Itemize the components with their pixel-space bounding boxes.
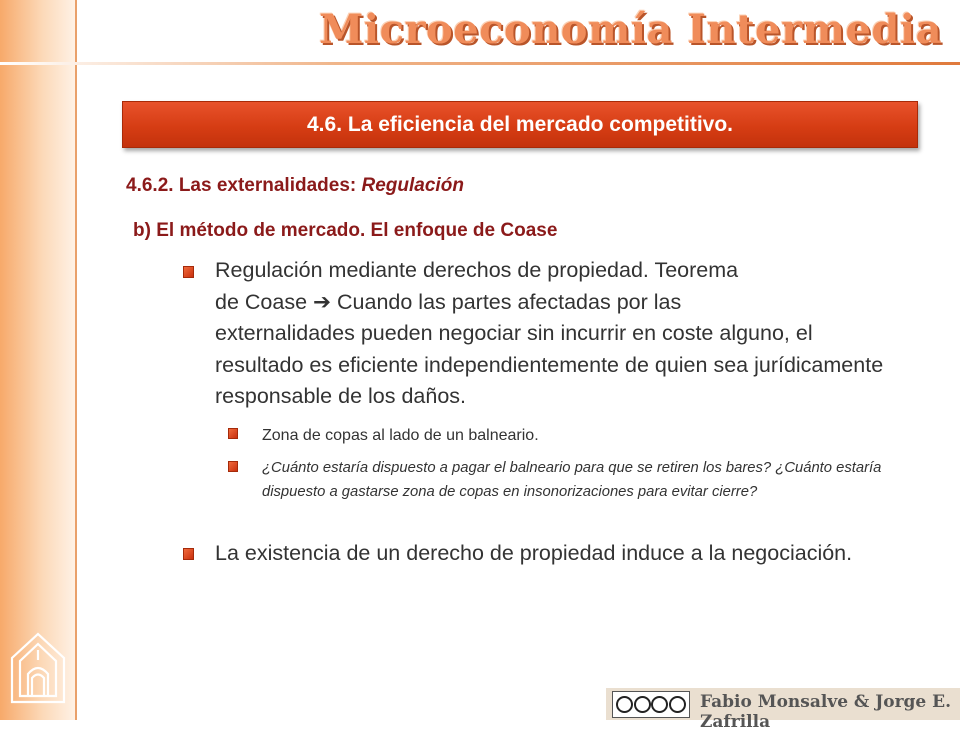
subsection-heading xyxy=(126,175,464,197)
bullet-property-right: La existencia de un derecho de propiedad induce a la negociación. xyxy=(215,541,853,565)
left-decorative-band xyxy=(0,0,77,720)
by-icon xyxy=(634,696,651,713)
bullet-coase-theorem xyxy=(215,255,905,413)
arrow-right-icon: ➔ xyxy=(313,289,332,315)
subsection-emphasis: Regulación xyxy=(361,175,464,196)
method-heading: b) El método de mercado. El enfoque de Coase xyxy=(133,220,558,241)
bullet-text: de Coase xyxy=(215,289,308,314)
university-logo-icon xyxy=(6,628,70,708)
creative-commons-license-icon xyxy=(612,691,690,718)
subsection-prefix: 4.6.2. Las externalidades: xyxy=(126,175,362,196)
bullet-questions: ¿Cuánto estaría dispuesto a pagar el balneario para que se retiren los bares? ¿Cuánto estaría dispuesto a gastarse zona de copas en insonorizaciones para evitar cierre? xyxy=(262,460,882,500)
bullet-text: Cuando las partes afectadas por las xyxy=(331,289,682,314)
bullet-spa-example: Zona de copas al lado de un balneario. xyxy=(262,427,539,444)
sa-icon xyxy=(669,696,686,713)
bullet-marker-icon xyxy=(228,428,238,439)
bullet-text: externalidades pueden negociar sin incurrir en coste alguno, el resultado es eficiente independientemente de quien sea jurídicamente responsable de los daños. xyxy=(215,321,884,408)
course-title: Microeconomía Intermedia xyxy=(319,6,942,53)
section-title-banner xyxy=(122,101,918,148)
header-divider xyxy=(0,62,960,65)
cc-icon xyxy=(616,696,633,713)
bullet-marker-icon xyxy=(183,548,194,560)
nc-icon xyxy=(651,696,668,713)
authors: Fabio Monsalve & Jorge E. Zafrilla xyxy=(700,692,952,732)
section-title: 4.6. La eficiencia del mercado competitivo. xyxy=(307,112,733,136)
bullet-marker-icon xyxy=(228,461,238,472)
bullet-marker-icon xyxy=(183,266,194,278)
bullet-line: Regulación mediante derechos de propiedad. Teorema xyxy=(215,258,739,282)
bullet-line xyxy=(215,287,905,319)
